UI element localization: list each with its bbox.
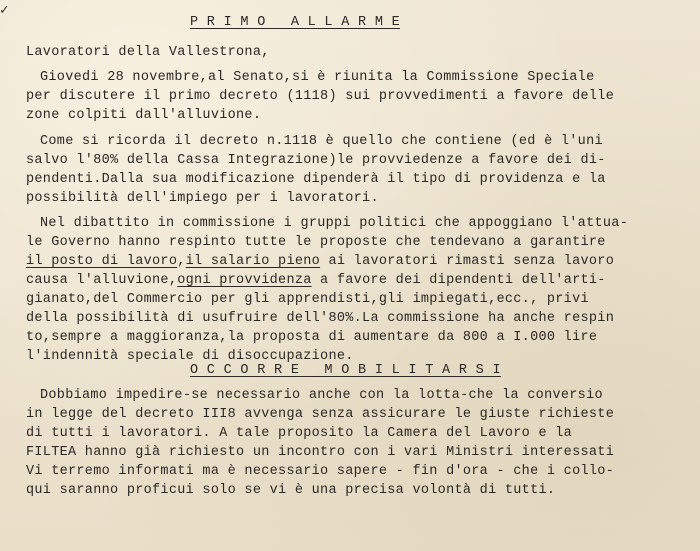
document-title: P R I M O A L L A R M E — [190, 15, 401, 30]
paragraph3-line4-rest: a favore dei dipendenti dell'arti- — [311, 273, 606, 288]
paragraph3-line5: gianato,del Commercio per gli apprendisti,gli impiegati,ecc., privi — [26, 292, 589, 307]
paragraph4-line3: di tutti i lavoratori. A tale proposito la Camera del Lavoro e la — [26, 426, 573, 441]
paragraph1-line3: zone colpiti dall'alluvione. — [26, 108, 262, 123]
underlined-job-security: il posto di lavoro — [26, 254, 178, 269]
separator-comma: , — [177, 254, 186, 269]
paragraph2-line1: Come si ricorda il decreto n.1118 è quello che contiene (ed è l'uni — [40, 134, 603, 149]
underlined-full-salary: il salario pieno — [185, 254, 321, 269]
paragraph3-line7: to,sempre a maggioranza,la proposta di aumentare da 800 a I.000 lire — [26, 330, 598, 345]
paragraph3-line3 — [26, 254, 614, 269]
paragraph4-line6: qui saranno proficui solo se vi è una precisa volontà di tutti. — [26, 483, 556, 498]
paragraph2-line3: pendenti.Dalla sua modificazione dipenderà il tipo di providenza e la — [26, 172, 606, 187]
paragraph4-line5: Vi terremo informati ma è necessario sapere - fin d'ora - che i collo- — [26, 464, 615, 479]
section-heading-mobilize: O C C O R R E M O B I L I T A R S I — [190, 363, 501, 378]
paragraph1-line1: Giovedi 28 novembre,al Senato,si è riunita la Commissione Speciale — [40, 70, 595, 85]
paragraph1-line2: per discutere il primo decreto (1118) sui provvedimenti a favore delle — [26, 89, 615, 104]
paragraph2-line4: possibilità dell'impiego per i lavoratori. — [26, 191, 379, 206]
paragraph3-line8: l'indennità speciale di disoccupazione. — [26, 349, 354, 364]
paragraph3-line1: Nel dibattito in commissione i gruppi politici che appoggiano l'attua- — [40, 216, 629, 231]
paragraph4-line2: in legge del decreto III8 avvenga senza assicurare le giuste richieste — [26, 407, 615, 422]
paragraph3-line4 — [26, 273, 606, 288]
paragraph4-line4: FILTEA hanno già richiesto un incontro con i vari Ministri interessati — [26, 445, 615, 460]
paragraph3-line2: le Governo hanno respinto tutte le proposte che tendevano a garantire — [26, 235, 606, 250]
paragraph3-line4-pre: causa l'alluvione, — [26, 273, 178, 288]
paragraph3-line6: della possibilità di usufruire dell'80%.La commissione ha anche respin — [26, 311, 615, 326]
paragraph4-line1: Dobbiamo impedire-se necessario anche con la lotta-che la conversio — [40, 388, 603, 403]
check-mark-icon: ✓ — [0, 2, 9, 18]
underlined-every-provision: ogni provvidenza — [177, 273, 312, 288]
paragraph2-line2: salvo l'80% della Cassa Integrazione)le provviedenze a favore dei di- — [26, 153, 606, 168]
paragraph3-line3-rest: ai lavoratori rimasti senza lavoro — [320, 254, 615, 269]
salutation: Lavoratori della Vallestrona, — [26, 45, 270, 60]
